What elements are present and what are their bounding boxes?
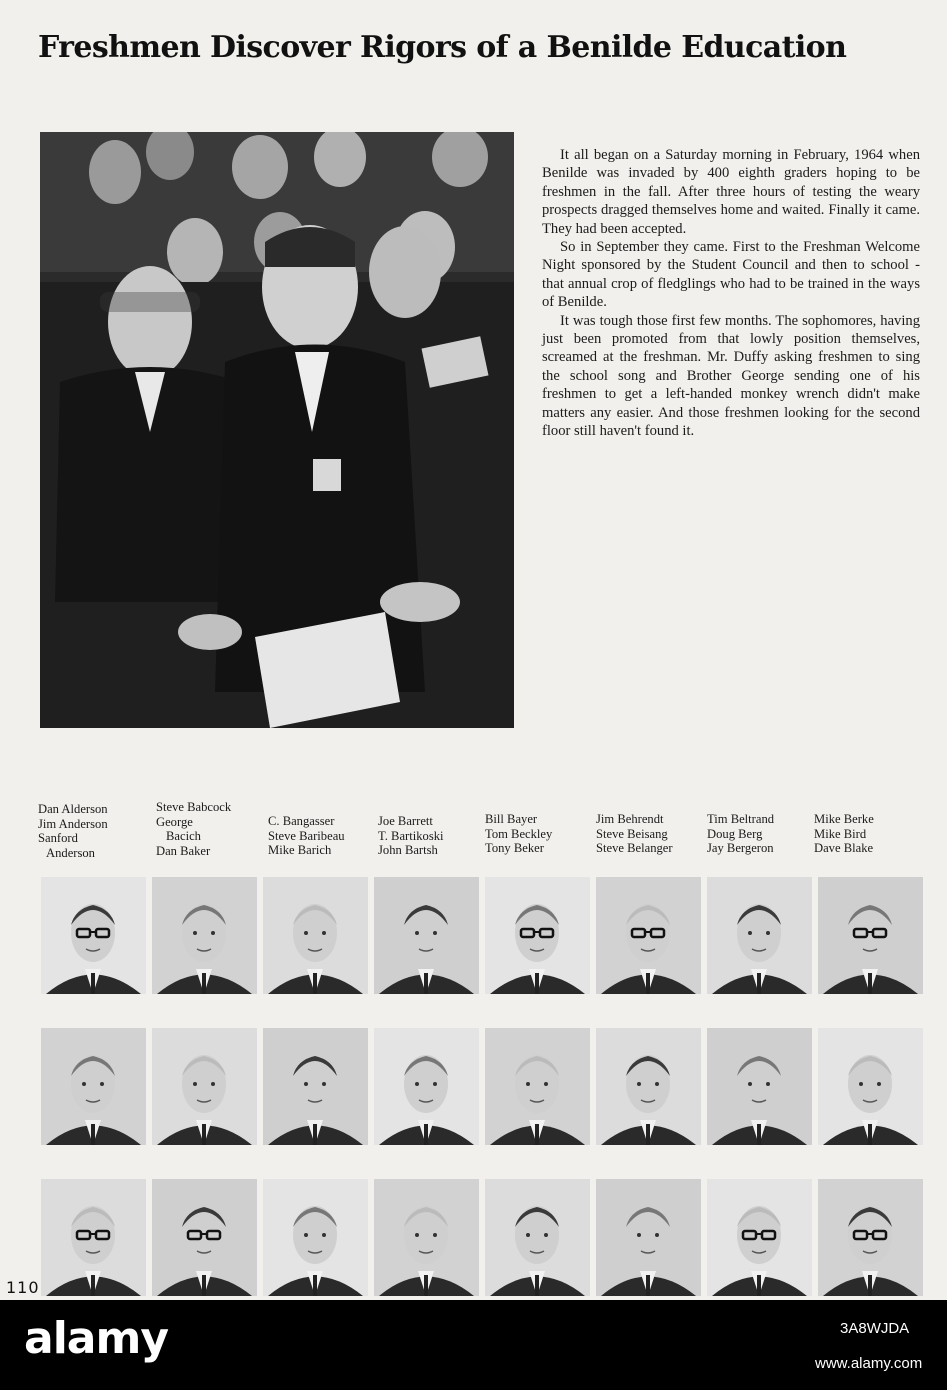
student-portrait	[374, 877, 479, 994]
article-paragraph: So in September they came. First to the Freshman Welcome Night sponsored by the Student Council and then to school - that annual crop of fledglings who had to be trained in the ways of Benilde.	[542, 239, 920, 311]
name-column	[156, 800, 231, 858]
student-portrait	[485, 1028, 590, 1145]
student-portrait	[152, 877, 257, 994]
student-name: Doug Berg	[707, 826, 763, 841]
student-portrait	[263, 1179, 368, 1296]
watermark-footer	[0, 1300, 947, 1390]
image-id: 3A8WJDA	[840, 1320, 910, 1337]
student-portrait	[596, 1179, 701, 1296]
student-portrait	[374, 1028, 479, 1145]
student-name: Dave Blake	[814, 841, 874, 855]
student-name: Mike Berke	[814, 812, 874, 826]
student-portrait	[707, 877, 812, 994]
student-portrait	[596, 877, 701, 994]
student-name: Sanford	[38, 831, 78, 845]
student-name: Bill Bayer	[485, 812, 538, 826]
name-column	[707, 812, 774, 856]
student-name: Mike Barich	[268, 843, 332, 857]
student-name: Steve Babcock	[156, 800, 232, 814]
student-portrait	[818, 877, 923, 994]
student-portrait	[818, 1179, 923, 1296]
article-paragraph: It was tough those first few months. The sophomores, having just been promoted from that lowly position themselves, screamed at the freshman. Mr. Duffy asking freshmen to sing the school song and Brother George sending one of his freshmen to get a left-handed monkey wrench didn't make matters any easier. And those freshmen looking for the second floor still haven't found it.	[542, 312, 920, 440]
student-portrait	[41, 877, 146, 994]
student-portrait	[152, 1179, 257, 1296]
student-portrait	[374, 1179, 479, 1296]
student-portrait	[263, 877, 368, 994]
student-name: Joe Barrett	[378, 814, 433, 828]
name-column	[268, 814, 345, 858]
student-name: Tom Beckley	[485, 826, 553, 841]
student-name: Steve Baribeau	[268, 828, 345, 843]
page-number: 110	[6, 1278, 40, 1297]
student-portrait	[707, 1028, 812, 1145]
name-column	[38, 802, 108, 860]
name-captions	[0, 800, 947, 860]
student-name: Dan Alderson	[38, 802, 108, 816]
name-column	[378, 814, 444, 858]
student-name: Jim Anderson	[38, 816, 108, 831]
student-portrait	[818, 1028, 923, 1145]
site-url: www.alamy.com	[815, 1355, 923, 1372]
student-name: Steve Belanger	[596, 841, 673, 855]
student-portrait	[41, 1179, 146, 1296]
student-name: Jay Bergeron	[707, 841, 774, 855]
student-name: Anderson	[46, 845, 95, 860]
student-name: Tim Beltrand	[707, 812, 775, 826]
student-portrait	[596, 1028, 701, 1145]
student-name: Bacich	[166, 829, 201, 843]
student-name: Mike Bird	[814, 826, 867, 841]
page-headline: Freshmen Discover Rigors of a Benilde Education	[38, 30, 847, 65]
article-body	[542, 146, 920, 441]
student-portrait	[485, 877, 590, 994]
student-portrait	[41, 1028, 146, 1145]
student-portrait	[152, 1028, 257, 1145]
article-paragraph: It all began on a Saturday morning in February, 1964 when Benilde was invaded by 400 eighth graders hoping to be freshmen in the fall. After three hours of testing the weary prospects dragged themselves home and waited. Finally it came. They had been accepted.	[542, 147, 920, 237]
name-column	[814, 812, 874, 856]
student-portrait	[485, 1179, 590, 1296]
student-portrait	[707, 1179, 812, 1296]
student-name: George	[156, 814, 193, 829]
name-column	[596, 812, 673, 856]
student-name: T. Bartikoski	[378, 828, 444, 843]
student-name: John Bartsh	[378, 843, 438, 857]
student-name: C. Bangasser	[268, 814, 335, 828]
name-column	[485, 812, 552, 856]
student-name: Tony Beker	[485, 841, 544, 855]
student-name: Dan Baker	[156, 843, 211, 858]
student-name: Steve Beisang	[596, 826, 668, 841]
student-portrait	[263, 1028, 368, 1145]
freshmen-group-photo	[40, 132, 514, 728]
student-name: Jim Behrendt	[596, 812, 664, 826]
alamy-logo: alamy	[24, 1313, 168, 1364]
